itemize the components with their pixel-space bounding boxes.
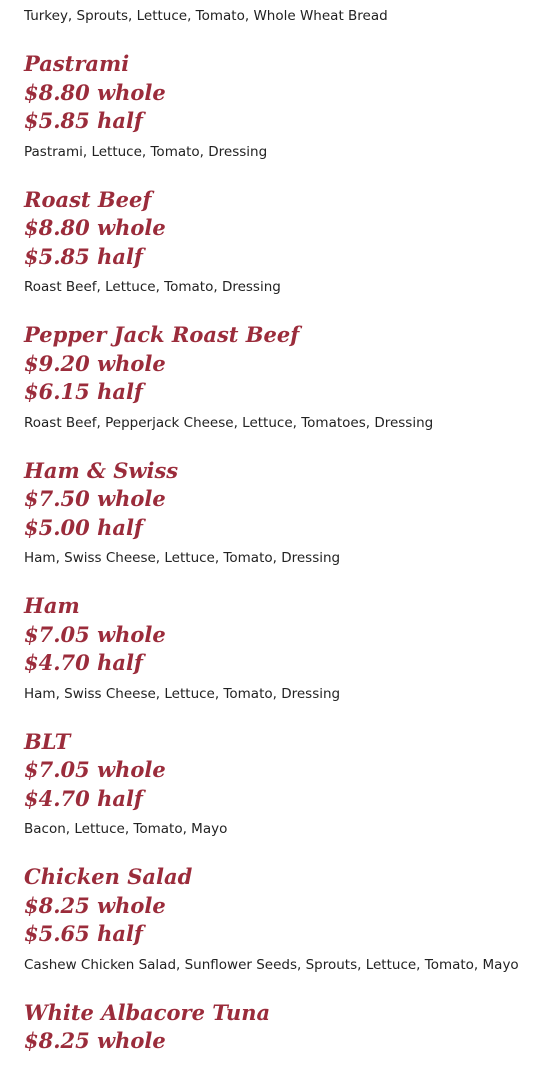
menu-item-blt bbox=[24, 728, 529, 840]
menu-item-pastrami bbox=[24, 50, 529, 162]
item-description: Roast Beef, Pepperjack Cheese, Lettuce, Tomatoes, Dressing bbox=[24, 414, 434, 431]
price-whole: $8.25 whole bbox=[24, 1028, 166, 1053]
price-half: $5.65 half bbox=[24, 921, 143, 946]
menu-item-ham bbox=[24, 592, 529, 704]
item-name: Pepper Jack Roast Beef bbox=[24, 322, 300, 347]
sandwich-menu bbox=[24, 0, 529, 1056]
price-half: $5.85 half bbox=[24, 108, 143, 133]
price-whole: $7.05 whole bbox=[24, 757, 166, 782]
item-name: BLT bbox=[24, 728, 71, 754]
item-description: Roast Beef, Lettuce, Tomato, Dressing bbox=[24, 279, 281, 295]
price-whole: $7.50 whole bbox=[24, 486, 166, 511]
price-whole: $8.25 whole bbox=[24, 892, 166, 918]
item-name: White Albacore Tuna bbox=[24, 999, 271, 1025]
price-whole: $9.20 whole bbox=[24, 350, 166, 376]
price-whole: $8.80 whole bbox=[24, 79, 166, 105]
item-description: Turkey, Sprouts, Lettuce, Tomato, Whole Wheat Bread bbox=[24, 8, 388, 24]
menu-item-chicken-salad bbox=[24, 863, 529, 975]
price-half: $5.85 half bbox=[24, 243, 143, 269]
item-name: Pastrami bbox=[24, 51, 130, 76]
menu-item-white-albacore-tuna bbox=[24, 999, 529, 1056]
price-half: $6.15 half bbox=[24, 379, 143, 404]
item-description: Pastrami, Lettuce, Tomato, Dressing bbox=[24, 143, 268, 160]
menu-item-pepper-jack-roast-beef bbox=[24, 321, 529, 433]
menu-item-ham-swiss bbox=[24, 457, 529, 569]
item-name: Chicken Salad bbox=[24, 864, 193, 889]
menu-item-roast-beef bbox=[24, 186, 529, 298]
item-name: Ham bbox=[24, 593, 80, 618]
price-half: $4.70 half bbox=[24, 785, 143, 811]
item-name: Ham & Swiss bbox=[24, 457, 179, 483]
item-description: Ham, Swiss Cheese, Lettuce, Tomato, Dressing bbox=[24, 550, 341, 566]
item-description: Ham, Swiss Cheese, Lettuce, Tomato, Dressing bbox=[24, 685, 341, 702]
item-description: Bacon, Lettuce, Tomato, Mayo bbox=[24, 821, 228, 837]
price-whole: $7.05 whole bbox=[24, 621, 166, 647]
item-description: Cashew Chicken Salad, Sunflower Seeds, Sprouts, Lettuce, Tomato, Mayo bbox=[24, 956, 519, 973]
price-half: $4.70 half bbox=[24, 650, 143, 675]
price-whole: $8.80 whole bbox=[24, 215, 166, 240]
item-name: Roast Beef bbox=[24, 186, 152, 212]
price-half: $5.00 half bbox=[24, 514, 143, 540]
